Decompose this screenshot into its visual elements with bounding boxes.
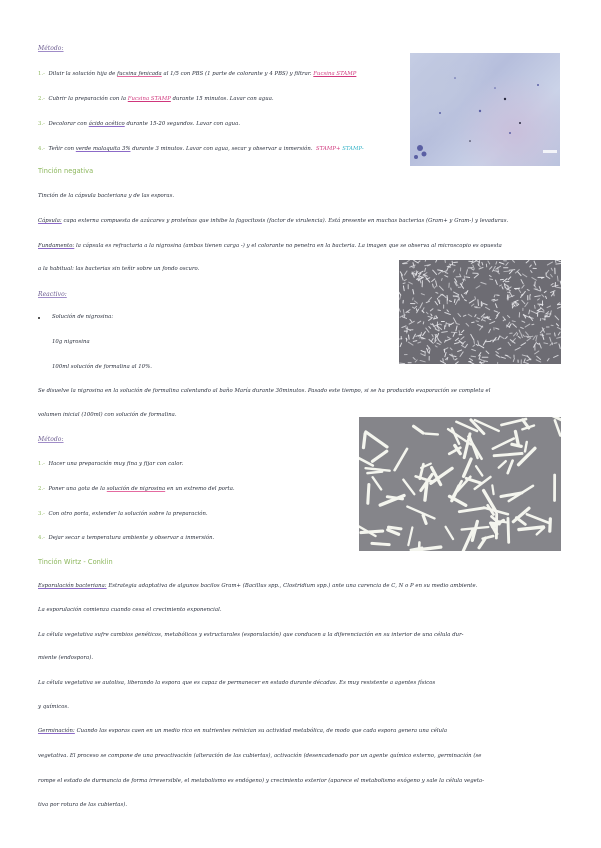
reactivo-sub-2: 100ml solución de formalina al 10%. <box>52 364 152 370</box>
tincion-negativa-intro: Tinción de la cápsula bacteriana y de las esporas. <box>38 193 175 199</box>
tincion-negativa-title: Tinción negativa <box>38 167 94 175</box>
esporulacion-p4-2: y químicos. <box>38 704 69 710</box>
metodo1-step-3: 3.- Decolorar con ácido acético durante 15-20 segundos. Lavar con agua. <box>38 121 241 127</box>
esporulacion-p4-1: La célula vegetativa se autolisa, liberando la espora que es capaz de permanecer en estado durante décadas. Es muy resistente a agentes físicos <box>38 680 436 686</box>
esporulacion-paragraph: Esporulación bacteriana: Estrategia adaptativa de algunos bacilos Gram+ (Bacillus spp., Clostridium spp.) ante una carencia de C, N o P en su medio ambiente. <box>38 583 478 589</box>
germinacion-paragraph-3: rompe el estado de durmancia de forma irreversible, el metabolismo es endógeno) y crecimiento exterior (aparece el metabolismo exógeno y sale la célula vegeta- <box>38 778 485 784</box>
metodo-heading: Método: <box>38 45 64 52</box>
reactivo-heading: Reactivo: <box>38 291 67 298</box>
esporulacion-p3-2: miente (endospora). <box>38 655 94 661</box>
metodo1-step-4: 4.- Teñir con verde malaquita 3% durante 3 minutos. Lavar con agua, secar y observar a inmersión. STAMP+ STAMP- <box>38 146 364 152</box>
bullet-icon <box>38 317 40 319</box>
esporulacion-p2: La esporulación comienza cuando cesa el crecimiento exponencial. <box>38 607 222 613</box>
nigrosin-micrograph-image <box>399 260 561 364</box>
capsula-paragraph: Cápsula: capa externa compuesta de azúcares y proteínas que inhibe la fagocitosis (factor de virulencia). Está presente en muchas bacterias (Gram+ y Gram-) y levaduras. <box>38 218 509 224</box>
metodo1-step-2: 2.- Cubrir la preparación con la Fucsina STAMP durante 15 minutos. Lavar con agua. <box>38 96 274 102</box>
germinacion-paragraph-4: tiva por rotura de las cubiertas). <box>38 802 128 808</box>
reactivo-sub-1: 10g nigrosina <box>52 339 90 345</box>
disuelve-paragraph-1: Se disuelve la nigrosina en la solución de formalina calentando al baño María durante 30minutos. Pasado este tiempo, si se ha producido evaporación se completa el <box>38 388 491 394</box>
stamp-micrograph-image <box>410 53 560 166</box>
reactivo-item: Solución de nigrosina: <box>52 314 114 320</box>
germinacion-paragraph-1: Germinación: Cuando las esporas caen en un medio rico en nutrientes reinician su actividad metabólica, de modo que cada espora genera una célula <box>38 728 448 734</box>
wirtz-title: Tinción Wirtz - Conklin <box>38 558 113 566</box>
esporulacion-p3-1: La célula vegetativa sufre cambios genéticos, metabólicos y estructurales (esporulación) que conducen a la diferenciación en su interior de una célula dur- <box>38 632 464 638</box>
metodo2-step-3: 3.- Con otro porta, extender la solución sobre la preparación. <box>38 511 208 517</box>
fundamento-paragraph-2: a la habitual: las bacterias sin teñir sobre un fondo oscuro. <box>38 266 200 272</box>
disuelve-paragraph-2: volumen inicial (100ml) con solución de formalina. <box>38 412 177 418</box>
fundamento-paragraph-1: Fundamento: la cápsula es refractaria a la nigrosina (ambas tienen carga -) y el colorante no penetra en la bacteria. La imagen que se observa al microscopio es opuesta <box>38 243 502 249</box>
metodo2-step-1: 1.- Hacer una preparación muy fina y fijar con calor. <box>38 461 184 467</box>
metodo2-heading: Método: <box>38 436 64 443</box>
germinacion-paragraph-2: vegetativa. El proceso se compone de una preactivación (alteración de las cubiertas), activación (desencadenado por un agente químico externo, germinación (se <box>38 753 482 759</box>
metodo2-step-4: 4.- Dejar secar a temperatura ambiente y observar a inmersión. <box>38 535 215 541</box>
metodo1-step-1: 1.- Diluir la solución hija de fucsina fenicada al 1/5 con PBS (1 parte de colorante y 4 PBS) y filtrar. Fucsina STAMP <box>38 71 357 77</box>
metodo2-step-2: 2.- Poner una gota de la solución de nigrosina en un extremo del porta. <box>38 486 235 492</box>
nigrosin-zoom-image <box>359 417 561 551</box>
